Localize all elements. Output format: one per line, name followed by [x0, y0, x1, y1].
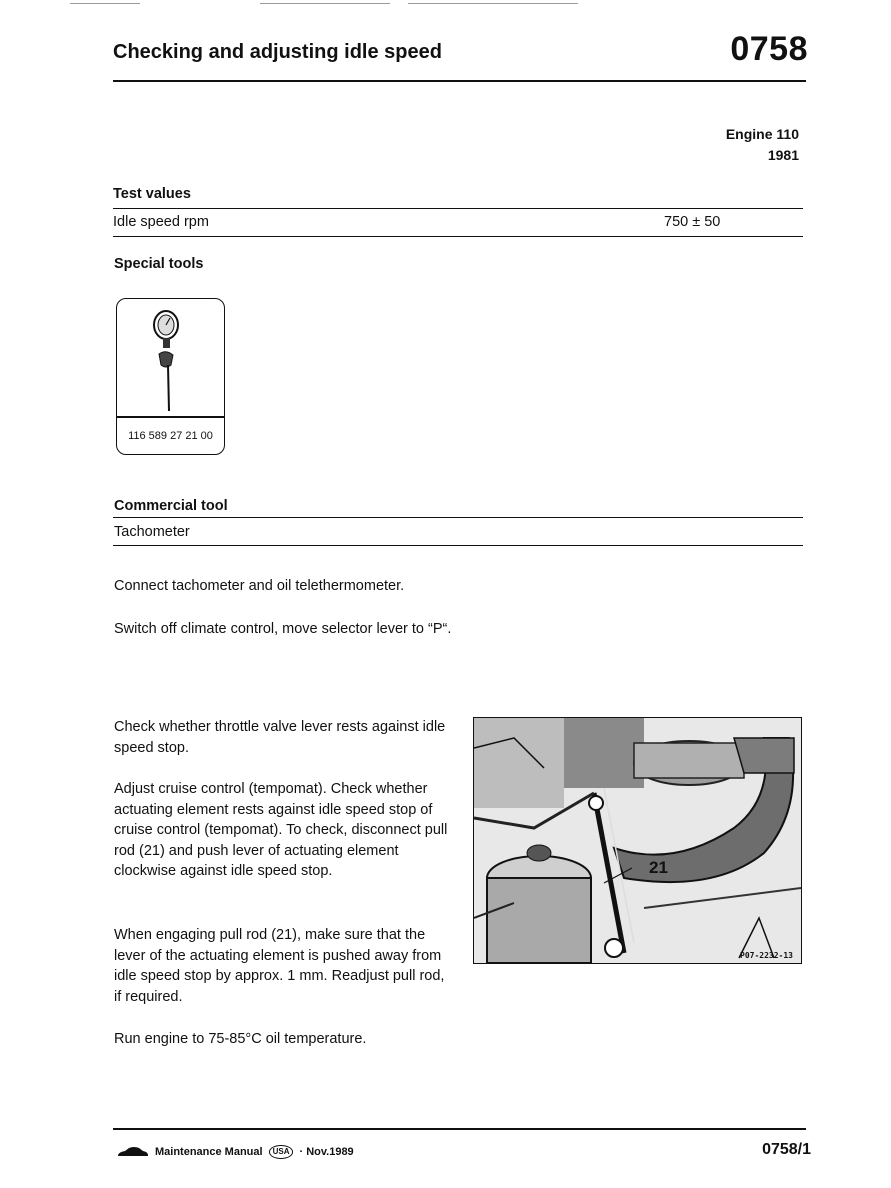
- region-badge: USA: [269, 1145, 294, 1159]
- page-number: 0758/1: [762, 1141, 811, 1158]
- instruction-paragraph: Switch off climate control, move selector lever to “P“.: [114, 621, 452, 637]
- engine-year: 1981: [767, 147, 799, 163]
- footer-rule: [113, 1128, 806, 1130]
- special-tool-card: [116, 298, 225, 455]
- engine-info: [726, 124, 799, 166]
- car-icon: [117, 1146, 149, 1158]
- test-value-value: 750 ± 50: [664, 214, 721, 230]
- commercial-tool-heading: Commercial tool: [114, 498, 228, 514]
- footer-date: · Nov.1989: [299, 1146, 354, 1158]
- instruction-paragraph: Connect tachometer and oil telethermometer.: [114, 578, 405, 594]
- figure-code: P07-2232-13: [740, 951, 793, 960]
- engine-photo: [473, 717, 802, 964]
- test-value-label: Idle speed rpm: [113, 214, 209, 230]
- engine-model: Engine 110: [725, 126, 799, 142]
- tool-card-divider: [117, 416, 224, 418]
- instruction-paragraph: Adjust cruise control (tempomat). Check whether actuating element rests against idle speed stop of cruise control (tempomat). To check, disconnect pull rod (21) and push lever of actuating element clockwise against idle speed stop.: [114, 781, 448, 879]
- table-rule: [113, 517, 803, 518]
- scan-artifact: [70, 3, 710, 5]
- special-tools-heading: Special tools: [114, 256, 204, 272]
- commercial-tool-item: Tachometer: [114, 524, 190, 540]
- instruction-paragraph: When engaging pull rod (21), make sure that the lever of the actuating element is pushed away from idle speed stop by approx. 1 mm. Readjust pull rod, if required.: [114, 927, 445, 1005]
- instruction-paragraph: Check whether throttle valve lever rests against idle speed stop.: [114, 719, 446, 756]
- footer-imprint: [117, 1145, 354, 1159]
- footer-manual: Maintenance Manual: [155, 1146, 263, 1158]
- table-rule: [113, 236, 803, 237]
- instruction-paragraph: Run engine to 75-85°C oil temperature.: [114, 1031, 367, 1047]
- tool-part-number: 116 589 27 21 00: [128, 430, 213, 442]
- thermometer-tool-icon: [117, 299, 224, 416]
- engine-compartment-illustration: [474, 718, 801, 963]
- table-rule: [113, 208, 803, 209]
- table-rule: [113, 545, 803, 546]
- test-values-heading: Test values: [113, 186, 191, 202]
- callout-label: 21: [649, 858, 668, 877]
- page-title: Checking and adjusting idle speed: [113, 41, 442, 63]
- header-rule: [113, 80, 806, 82]
- document-number: 0758: [730, 30, 808, 68]
